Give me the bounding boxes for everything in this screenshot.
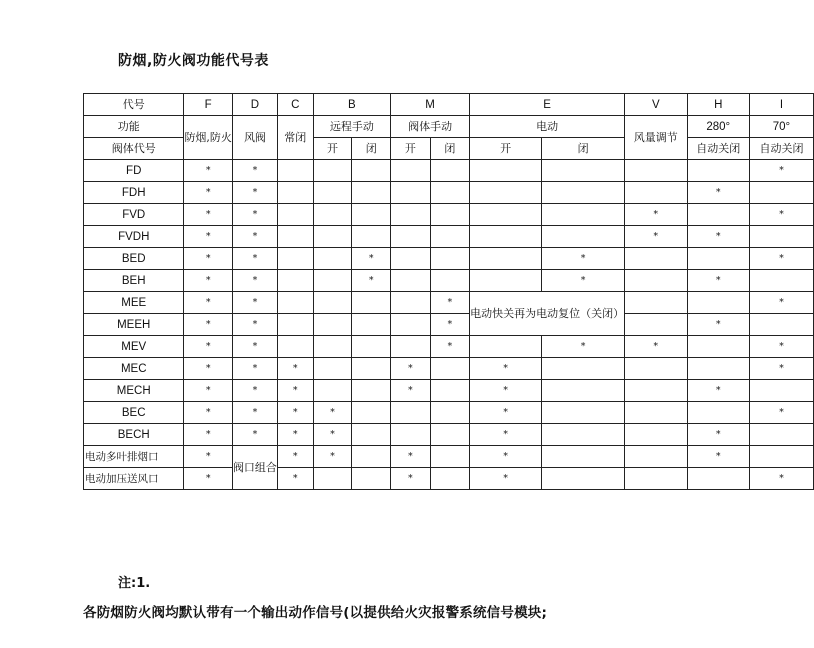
function-code-table [83, 93, 814, 490]
cell-b-close [352, 358, 391, 380]
valve-code: BECH [84, 424, 184, 446]
cell-f: * [184, 314, 233, 336]
cell-m-close [430, 248, 470, 270]
col-c-code: C [277, 94, 313, 116]
cell-e-open: * [470, 446, 542, 468]
cell-v: * [625, 336, 687, 358]
valve-code: 电动多叶排烟口 [84, 446, 184, 468]
cell-m-close [430, 358, 470, 380]
cell-e-open: * [470, 358, 542, 380]
cell-e-close [542, 226, 625, 248]
col-e-code: E [470, 94, 625, 116]
cell-f: * [184, 468, 233, 490]
note-text: 各防烟防火阀均默认带有一个输出动作信号(以提供给火灾报警系统信号模块; [83, 605, 548, 621]
cell-b-open [313, 204, 352, 226]
cell-m-open [391, 204, 431, 226]
col-h-code: H [687, 94, 749, 116]
col-b-code: B [313, 94, 390, 116]
cell-v [625, 468, 687, 490]
cell-m-close [430, 204, 470, 226]
cell-f: * [184, 446, 233, 468]
table-row [84, 380, 814, 402]
cell-e-open [470, 270, 542, 292]
cell-b-open [313, 160, 352, 182]
cell-f: * [184, 380, 233, 402]
cell-d: * [232, 226, 277, 248]
cell-b-open [313, 226, 352, 248]
cell-e-open [470, 336, 542, 358]
cell-c [277, 160, 313, 182]
cell-b-open [313, 270, 352, 292]
cell-c: * [277, 468, 313, 490]
cell-v [625, 292, 687, 314]
cell-d: * [232, 336, 277, 358]
code-label: 代号 [84, 94, 184, 116]
cell-v [625, 446, 687, 468]
cell-m-open: * [391, 446, 431, 468]
valve-code: FD [84, 160, 184, 182]
cell-m-open [391, 226, 431, 248]
valve-code: FDH [84, 182, 184, 204]
col-b-close: 闭 [352, 138, 391, 160]
valve-code: 电动加压送风口 [84, 468, 184, 490]
cell-v [625, 160, 687, 182]
cell-h [687, 204, 749, 226]
valve-code: MEE [84, 292, 184, 314]
table-row [84, 358, 814, 380]
cell-b-open: * [313, 424, 352, 446]
cell-h [687, 292, 749, 314]
col-h-func: 280° [687, 116, 749, 138]
cell-m-open [391, 182, 431, 204]
cell-e-close [542, 160, 625, 182]
cell-e-open [470, 226, 542, 248]
cell-b-open: * [313, 446, 352, 468]
cell-i: * [749, 204, 813, 226]
cell-h: * [687, 424, 749, 446]
cell-m-open: * [391, 358, 431, 380]
cell-h: * [687, 380, 749, 402]
table-row [84, 468, 814, 490]
cell-i [749, 446, 813, 468]
table-row [84, 424, 814, 446]
cell-c [277, 204, 313, 226]
cell-d: * [232, 182, 277, 204]
header-row-functions [84, 116, 814, 138]
valve-code-label: 阀体代号 [84, 138, 184, 160]
cell-i: * [749, 468, 813, 490]
cell-m-open [391, 424, 431, 446]
cell-f: * [184, 292, 233, 314]
cell-b-close [352, 204, 391, 226]
cell-d: * [232, 424, 277, 446]
table-row [84, 292, 814, 314]
valve-code: MEV [84, 336, 184, 358]
cell-m-open: * [391, 380, 431, 402]
cell-m-open [391, 292, 431, 314]
cell-e-close: * [542, 248, 625, 270]
cell-d: * [232, 380, 277, 402]
cell-e-close [542, 402, 625, 424]
cell-m-close: * [430, 336, 470, 358]
col-m-func: 阀体手动 [391, 116, 470, 138]
cell-c [277, 248, 313, 270]
table-row [84, 226, 814, 248]
col-i-func: 70° [749, 116, 813, 138]
cell-m-open [391, 248, 431, 270]
cell-i [749, 314, 813, 336]
cell-b-open [313, 182, 352, 204]
cell-h [687, 248, 749, 270]
cell-e-open [470, 160, 542, 182]
valve-code: MECH [84, 380, 184, 402]
table-row [84, 270, 814, 292]
cell-m-open [391, 402, 431, 424]
cell-d: * [232, 402, 277, 424]
cell-c [277, 292, 313, 314]
cell-h: * [687, 270, 749, 292]
cell-h [687, 468, 749, 490]
cell-m-close [430, 226, 470, 248]
cell-m-close [430, 380, 470, 402]
col-f-code: F [184, 94, 233, 116]
cell-i [749, 270, 813, 292]
cell-v [625, 182, 687, 204]
cell-b-close: * [352, 248, 391, 270]
cell-h: * [687, 182, 749, 204]
cell-m-open [391, 314, 431, 336]
col-v-func: 风量调节 [625, 116, 687, 160]
col-e-func: 电动 [470, 116, 625, 138]
cell-e-close [542, 204, 625, 226]
col-m-close: 闭 [430, 138, 470, 160]
cell-c: * [277, 424, 313, 446]
col-b-func: 远程手动 [313, 116, 390, 138]
cell-c: * [277, 380, 313, 402]
cell-b-close [352, 424, 391, 446]
cell-m-close: * [430, 314, 470, 336]
valve-code: FVD [84, 204, 184, 226]
cell-b-close [352, 446, 391, 468]
valve-code: BEH [84, 270, 184, 292]
cell-b-open [313, 292, 352, 314]
cell-b-open [313, 468, 352, 490]
cell-b-open [313, 358, 352, 380]
cell-e-close: * [542, 336, 625, 358]
cell-b-close [352, 380, 391, 402]
cell-d: * [232, 292, 277, 314]
cell-m-close [430, 270, 470, 292]
cell-e-open: * [470, 424, 542, 446]
cell-i: * [749, 292, 813, 314]
cell-b-open [313, 248, 352, 270]
cell-b-close [352, 182, 391, 204]
cell-v: * [625, 204, 687, 226]
cell-e-close [542, 424, 625, 446]
valve-code: BEC [84, 402, 184, 424]
cell-m-open [391, 336, 431, 358]
cell-i [749, 380, 813, 402]
table-row [84, 336, 814, 358]
merged-note-d: 阀口组合 [232, 446, 277, 490]
cell-d: * [232, 314, 277, 336]
cell-b-close [352, 336, 391, 358]
cell-b-close: * [352, 270, 391, 292]
cell-f: * [184, 182, 233, 204]
col-e-close: 闭 [542, 138, 625, 160]
cell-v [625, 314, 687, 336]
cell-d: * [232, 204, 277, 226]
col-i-sub: 自动关闭 [749, 138, 813, 160]
cell-b-open [313, 380, 352, 402]
cell-h: * [687, 314, 749, 336]
cell-v [625, 270, 687, 292]
col-d-code: D [232, 94, 277, 116]
cell-b-close [352, 292, 391, 314]
header-row-codes [84, 94, 814, 116]
note-label: 注:1. [118, 576, 151, 591]
cell-f: * [184, 270, 233, 292]
cell-i: * [749, 358, 813, 380]
table-row [84, 182, 814, 204]
cell-b-open [313, 314, 352, 336]
cell-f: * [184, 226, 233, 248]
col-b-open: 开 [313, 138, 352, 160]
cell-v [625, 402, 687, 424]
table-row [84, 446, 814, 468]
table-row [84, 248, 814, 270]
cell-v [625, 358, 687, 380]
cell-i [749, 226, 813, 248]
cell-i: * [749, 402, 813, 424]
cell-e-open [470, 204, 542, 226]
cell-b-close [352, 226, 391, 248]
cell-c: * [277, 446, 313, 468]
cell-m-open [391, 270, 431, 292]
cell-b-open [313, 336, 352, 358]
cell-e-close [542, 468, 625, 490]
cell-c: * [277, 358, 313, 380]
table-row [84, 402, 814, 424]
cell-h: * [687, 226, 749, 248]
cell-m-close [430, 160, 470, 182]
cell-b-close [352, 468, 391, 490]
cell-d: * [232, 160, 277, 182]
cell-v [625, 380, 687, 402]
cell-v [625, 424, 687, 446]
valve-code: BED [84, 248, 184, 270]
valve-code: FVDH [84, 226, 184, 248]
cell-c [277, 226, 313, 248]
col-v-code: V [625, 94, 687, 116]
cell-v [625, 248, 687, 270]
col-e-open: 开 [470, 138, 542, 160]
cell-m-close: * [430, 292, 470, 314]
merged-note-e: 电动快关再为电动复位（关闭） [470, 292, 625, 336]
cell-h: * [687, 446, 749, 468]
cell-f: * [184, 160, 233, 182]
cell-d: * [232, 270, 277, 292]
cell-e-close: * [542, 270, 625, 292]
table-row [84, 160, 814, 182]
col-d-func: 风阀 [232, 116, 277, 160]
col-m-open: 开 [391, 138, 431, 160]
table-row [84, 314, 814, 336]
cell-e-close [542, 182, 625, 204]
cell-f: * [184, 336, 233, 358]
cell-f: * [184, 358, 233, 380]
cell-m-open: * [391, 468, 431, 490]
cell-e-close [542, 446, 625, 468]
cell-b-close [352, 160, 391, 182]
cell-b-open: * [313, 402, 352, 424]
col-i-code: I [749, 94, 813, 116]
cell-m-close [430, 182, 470, 204]
cell-h [687, 336, 749, 358]
cell-i [749, 182, 813, 204]
cell-h [687, 160, 749, 182]
cell-c [277, 270, 313, 292]
cell-e-open: * [470, 380, 542, 402]
col-m-code: M [391, 94, 470, 116]
cell-i: * [749, 336, 813, 358]
cell-m-close [430, 424, 470, 446]
cell-e-open: * [470, 402, 542, 424]
cell-e-close [542, 380, 625, 402]
table-row [84, 204, 814, 226]
cell-b-close [352, 314, 391, 336]
cell-m-close [430, 402, 470, 424]
cell-m-close [430, 468, 470, 490]
col-h-sub: 自动关闭 [687, 138, 749, 160]
cell-b-close [352, 402, 391, 424]
cell-f: * [184, 248, 233, 270]
cell-f: * [184, 402, 233, 424]
cell-f: * [184, 204, 233, 226]
cell-h [687, 358, 749, 380]
valve-code: MEEH [84, 314, 184, 336]
cell-c [277, 336, 313, 358]
cell-h [687, 402, 749, 424]
cell-c [277, 182, 313, 204]
col-f-func: 防烟,防火 [184, 116, 233, 160]
cell-d: * [232, 358, 277, 380]
cell-i: * [749, 160, 813, 182]
cell-c: * [277, 402, 313, 424]
cell-f: * [184, 424, 233, 446]
cell-d: * [232, 248, 277, 270]
cell-e-close [542, 358, 625, 380]
cell-e-open [470, 182, 542, 204]
cell-e-open [470, 248, 542, 270]
cell-i [749, 424, 813, 446]
cell-m-close [430, 446, 470, 468]
page-title: 防烟,防火阀功能代号表 [118, 53, 269, 69]
cell-v: * [625, 226, 687, 248]
col-c-func: 常闭 [277, 116, 313, 160]
cell-i: * [749, 248, 813, 270]
cell-m-open [391, 160, 431, 182]
valve-code: MEC [84, 358, 184, 380]
cell-e-open: * [470, 468, 542, 490]
function-label: 功能 [84, 116, 184, 138]
cell-c [277, 314, 313, 336]
